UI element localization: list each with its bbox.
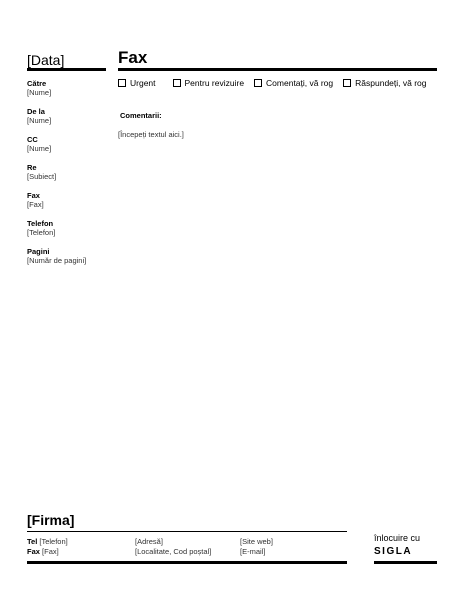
- checkbox-please-reply[interactable]: [343, 78, 426, 88]
- field-value[interactable]: [Număr de pagini]: [27, 256, 87, 265]
- logo-placeholder[interactable]: SIGLA: [374, 546, 413, 557]
- checkbox-label: Urgent: [130, 78, 156, 88]
- footer-address: [135, 537, 211, 556]
- city-line[interactable]: [Localitate, Cod poștal]: [135, 546, 212, 556]
- field-value[interactable]: [Telefon]: [27, 228, 56, 237]
- checkbox-icon[interactable]: [254, 79, 262, 87]
- checkbox-label: Pentru revizuire: [184, 78, 245, 88]
- footer-tel-row: [27, 537, 68, 547]
- footer-contact: [27, 537, 68, 556]
- checkbox-label: Comentați, vă rog: [266, 78, 334, 88]
- field-value[interactable]: [Nume]: [27, 88, 52, 97]
- field-label: CC: [27, 135, 38, 144]
- field-pages: [27, 247, 117, 265]
- status-checkboxes: [118, 78, 448, 88]
- field-to: [27, 79, 117, 97]
- company-name[interactable]: [Firma]: [27, 512, 75, 528]
- page-title: Fax: [118, 48, 148, 67]
- field-value[interactable]: [Nume]: [27, 144, 52, 153]
- checkbox-icon[interactable]: [343, 79, 351, 87]
- field-label: De la: [27, 107, 45, 116]
- footer-fax-row: [27, 547, 68, 557]
- header-rule-left: [27, 68, 106, 71]
- comments-body[interactable]: [Începeți textul aici.]: [118, 130, 184, 139]
- comments-label: Comentarii:: [120, 111, 162, 120]
- field-label: Pagini: [27, 247, 50, 256]
- checkbox-label: Răspundeți, vă rog: [355, 78, 427, 88]
- fax-value[interactable]: [Fax]: [42, 546, 59, 556]
- field-subject: [27, 163, 117, 181]
- field-cc: [27, 135, 117, 153]
- checkbox-icon[interactable]: [173, 79, 181, 87]
- checkbox-please-comment[interactable]: [254, 78, 333, 88]
- footer-rule-left: [27, 561, 347, 564]
- recipient-fields: [27, 79, 117, 275]
- logo-placeholder-caption: înlocuire cu: [374, 533, 421, 543]
- website-line[interactable]: [Site web]: [240, 537, 273, 546]
- header-rule-right: [118, 68, 437, 71]
- field-value[interactable]: [Subiect]: [27, 172, 57, 181]
- email-line[interactable]: [E-mail]: [240, 546, 266, 556]
- field-fax: [27, 191, 117, 209]
- footer-rule-right: [374, 561, 437, 564]
- field-label: Către: [27, 79, 47, 88]
- field-phone: [27, 219, 117, 237]
- field-label: Fax: [27, 191, 40, 200]
- field-value[interactable]: [Nume]: [27, 116, 52, 125]
- date-placeholder[interactable]: [Data]: [27, 52, 65, 68]
- fax-label: Fax: [27, 546, 40, 556]
- footer-web: [240, 537, 273, 556]
- checkbox-icon[interactable]: [118, 79, 126, 87]
- field-from: [27, 107, 117, 125]
- footer-divider: [27, 531, 347, 532]
- field-value[interactable]: [Fax]: [27, 200, 44, 209]
- checkbox-for-review[interactable]: [173, 78, 245, 88]
- tel-value[interactable]: [Telefon]: [39, 537, 68, 546]
- checkbox-urgent[interactable]: [118, 78, 156, 88]
- field-label: Re: [27, 163, 37, 172]
- address-line[interactable]: [Adresă]: [135, 537, 163, 546]
- tel-label: Tel: [27, 537, 38, 546]
- field-label: Telefon: [27, 219, 54, 228]
